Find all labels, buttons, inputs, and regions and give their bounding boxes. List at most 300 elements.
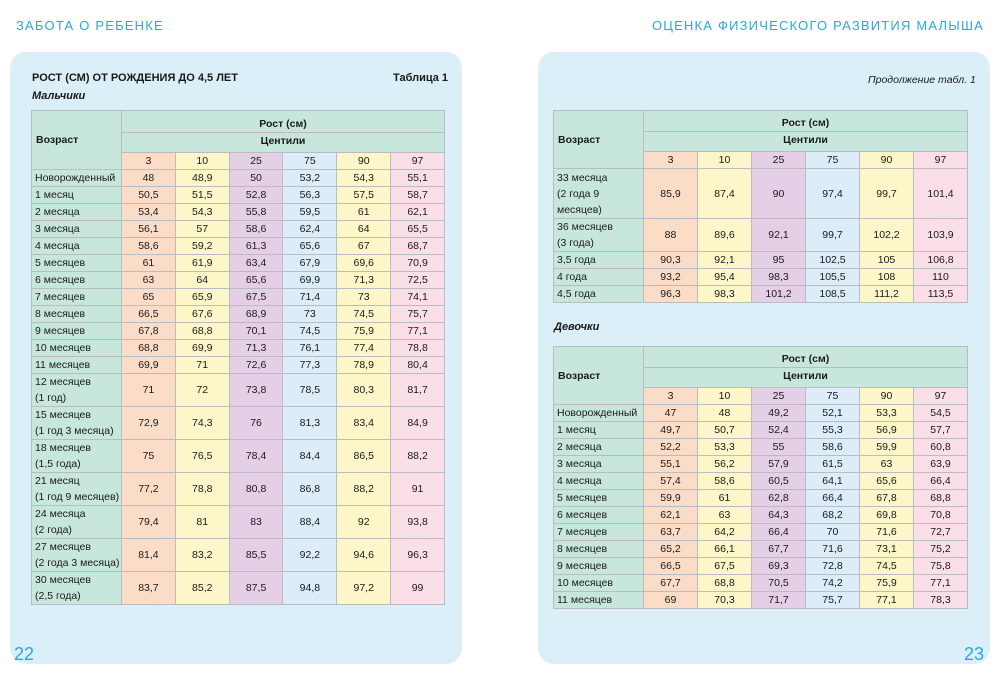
age-cell bbox=[554, 558, 644, 575]
table-row bbox=[554, 269, 968, 286]
centile-header-90: 90 bbox=[337, 153, 391, 170]
value-cell: 59,2 bbox=[175, 238, 229, 255]
value-cell: 59,9 bbox=[860, 439, 914, 456]
age-cell-line: (2 года 3 месяца) bbox=[35, 557, 120, 569]
value-cell: 77,4 bbox=[337, 340, 391, 357]
value-cell: 61,9 bbox=[175, 255, 229, 272]
value-cell: 55,1 bbox=[644, 456, 698, 473]
value-cell: 84,4 bbox=[283, 440, 337, 473]
value-cell: 105 bbox=[860, 252, 914, 269]
value-cell: 62,4 bbox=[283, 221, 337, 238]
age-cell-line: (1 год) bbox=[35, 392, 67, 404]
table-row bbox=[554, 541, 968, 558]
value-cell: 64 bbox=[175, 272, 229, 289]
value-cell: 69,3 bbox=[752, 558, 806, 575]
value-cell: 65,5 bbox=[391, 221, 445, 238]
value-cell: 105,5 bbox=[806, 269, 860, 286]
value-cell: 83 bbox=[229, 506, 283, 539]
age-cell-line: 3 месяца bbox=[35, 223, 80, 235]
value-cell: 65,6 bbox=[860, 473, 914, 490]
value-cell: 70,9 bbox=[391, 255, 445, 272]
value-cell: 90 bbox=[752, 169, 806, 219]
centile-header-10: 10 bbox=[698, 152, 752, 169]
value-cell: 84,9 bbox=[391, 407, 445, 440]
value-cell: 71 bbox=[175, 357, 229, 374]
value-cell: 95 bbox=[752, 252, 806, 269]
centile-header-90: 90 bbox=[860, 152, 914, 169]
table-row bbox=[32, 340, 445, 357]
value-cell: 91 bbox=[391, 473, 445, 506]
age-cell bbox=[32, 340, 122, 357]
value-cell: 85,9 bbox=[644, 169, 698, 219]
age-cell bbox=[554, 252, 644, 269]
value-cell: 67,5 bbox=[229, 289, 283, 306]
table-row bbox=[554, 575, 968, 592]
value-cell: 53,4 bbox=[122, 204, 176, 221]
table-row bbox=[32, 506, 445, 539]
value-cell: 52,4 bbox=[752, 422, 806, 439]
value-cell: 78,9 bbox=[337, 357, 391, 374]
value-cell: 75,8 bbox=[914, 558, 968, 575]
age-cell-line: 10 месяцев bbox=[35, 342, 91, 354]
centile-header-3: 3 bbox=[122, 153, 176, 170]
value-cell: 81,7 bbox=[391, 374, 445, 407]
value-cell: 47 bbox=[644, 405, 698, 422]
value-cell: 73 bbox=[337, 289, 391, 306]
value-cell: 72,6 bbox=[229, 357, 283, 374]
value-cell: 72,9 bbox=[122, 407, 176, 440]
value-cell: 78,8 bbox=[391, 340, 445, 357]
age-cell-line: (1 год 9 месяцев) bbox=[35, 491, 120, 503]
page-number-right: 23 bbox=[963, 644, 984, 664]
value-cell: 83,2 bbox=[175, 539, 229, 572]
value-cell: 63 bbox=[122, 272, 176, 289]
value-cell: 69,9 bbox=[122, 357, 176, 374]
value-cell: 66,4 bbox=[752, 524, 806, 541]
age-cell-line: 3,5 года bbox=[557, 254, 596, 266]
value-cell: 65,6 bbox=[229, 272, 283, 289]
age-cell-line: 4 месяца bbox=[557, 475, 602, 487]
age-cell-line: 30 месяцев bbox=[35, 574, 91, 586]
table-row bbox=[32, 357, 445, 374]
value-cell: 71 bbox=[122, 374, 176, 407]
value-cell: 72 bbox=[175, 374, 229, 407]
value-cell: 97,2 bbox=[337, 572, 391, 605]
age-header: Возраст bbox=[554, 347, 644, 405]
centile-header-10: 10 bbox=[698, 388, 752, 405]
value-cell: 63,4 bbox=[229, 255, 283, 272]
value-cell: 59,5 bbox=[283, 204, 337, 221]
value-cell: 60,8 bbox=[914, 439, 968, 456]
value-cell: 75,9 bbox=[860, 575, 914, 592]
value-cell: 57,4 bbox=[644, 473, 698, 490]
table-row bbox=[554, 524, 968, 541]
age-cell-line: 36 месяцев bbox=[557, 221, 613, 233]
age-cell-line: 21 месяц bbox=[35, 475, 80, 487]
table-row bbox=[554, 473, 968, 490]
age-cell bbox=[554, 507, 644, 524]
value-cell: 99,7 bbox=[860, 169, 914, 219]
value-cell: 63,9 bbox=[914, 456, 968, 473]
age-cell bbox=[32, 255, 122, 272]
value-cell: 67,9 bbox=[283, 255, 337, 272]
value-cell: 64,1 bbox=[806, 473, 860, 490]
value-cell: 68,8 bbox=[175, 323, 229, 340]
value-cell: 75,7 bbox=[391, 306, 445, 323]
value-cell: 61 bbox=[698, 490, 752, 507]
age-cell bbox=[554, 269, 644, 286]
centile-header-75: 75 bbox=[806, 388, 860, 405]
value-cell: 55,8 bbox=[229, 204, 283, 221]
age-cell-line: 8 месяцев bbox=[35, 308, 86, 320]
value-cell: 78,8 bbox=[175, 473, 229, 506]
value-cell: 55,1 bbox=[391, 170, 445, 187]
age-cell bbox=[32, 374, 122, 407]
value-cell: 88 bbox=[644, 219, 698, 252]
value-cell: 76 bbox=[229, 407, 283, 440]
table-row bbox=[32, 407, 445, 440]
table-row bbox=[554, 507, 968, 524]
value-cell: 79,4 bbox=[122, 506, 176, 539]
value-cell: 78,4 bbox=[229, 440, 283, 473]
value-cell: 108,5 bbox=[806, 286, 860, 303]
value-cell: 49,2 bbox=[752, 405, 806, 422]
age-cell bbox=[32, 289, 122, 306]
value-cell: 77,2 bbox=[122, 473, 176, 506]
value-cell: 93,2 bbox=[644, 269, 698, 286]
value-cell: 61,5 bbox=[806, 456, 860, 473]
value-cell: 70,1 bbox=[229, 323, 283, 340]
value-cell: 66,4 bbox=[806, 490, 860, 507]
girls-height-table bbox=[553, 346, 968, 609]
value-cell: 57 bbox=[175, 221, 229, 238]
value-cell: 75 bbox=[122, 440, 176, 473]
table-row bbox=[32, 221, 445, 238]
age-cell-line: (1,5 года) bbox=[35, 458, 81, 470]
value-cell: 65 bbox=[122, 289, 176, 306]
age-cell bbox=[554, 541, 644, 558]
value-cell: 52,8 bbox=[229, 187, 283, 204]
value-cell: 98,3 bbox=[698, 286, 752, 303]
value-cell: 78,3 bbox=[914, 592, 968, 609]
value-cell: 71,6 bbox=[860, 524, 914, 541]
value-cell: 56,3 bbox=[283, 187, 337, 204]
girls-label: Девочки bbox=[554, 321, 600, 333]
value-cell: 60,5 bbox=[752, 473, 806, 490]
value-cell: 54,3 bbox=[175, 204, 229, 221]
value-cell: 85,5 bbox=[229, 539, 283, 572]
value-cell: 70,8 bbox=[914, 507, 968, 524]
value-cell: 88,4 bbox=[283, 506, 337, 539]
value-cell: 81,3 bbox=[283, 407, 337, 440]
value-cell: 83,4 bbox=[337, 407, 391, 440]
value-cell: 70 bbox=[806, 524, 860, 541]
value-cell: 71,7 bbox=[752, 592, 806, 609]
value-cell: 88,2 bbox=[337, 473, 391, 506]
age-cell-line: 1 месяц bbox=[557, 424, 596, 436]
table-row bbox=[554, 219, 968, 252]
value-cell: 56,2 bbox=[698, 456, 752, 473]
value-cell: 74,3 bbox=[175, 407, 229, 440]
centile-header-25: 25 bbox=[752, 152, 806, 169]
value-cell: 58,6 bbox=[698, 473, 752, 490]
centiles-header: Центили bbox=[644, 132, 968, 152]
value-cell: 90,3 bbox=[644, 252, 698, 269]
age-cell bbox=[32, 204, 122, 221]
table-row bbox=[32, 323, 445, 340]
value-cell: 71,4 bbox=[283, 289, 337, 306]
value-cell: 77,1 bbox=[860, 592, 914, 609]
age-cell bbox=[32, 272, 122, 289]
value-cell: 80,8 bbox=[229, 473, 283, 506]
value-cell: 68,8 bbox=[914, 490, 968, 507]
value-cell: 70,3 bbox=[698, 592, 752, 609]
table-row bbox=[32, 204, 445, 221]
value-cell: 68,8 bbox=[122, 340, 176, 357]
age-cell bbox=[554, 439, 644, 456]
age-cell bbox=[32, 170, 122, 187]
value-cell: 92 bbox=[337, 506, 391, 539]
value-cell: 59,9 bbox=[644, 490, 698, 507]
value-cell: 48 bbox=[698, 405, 752, 422]
value-cell: 67,5 bbox=[698, 558, 752, 575]
age-cell-line: (1 год 3 месяца) bbox=[35, 425, 114, 437]
age-cell-line: Новорожденный bbox=[557, 407, 638, 419]
value-cell: 94,6 bbox=[337, 539, 391, 572]
value-cell: 68,8 bbox=[698, 575, 752, 592]
value-cell: 49,7 bbox=[644, 422, 698, 439]
age-cell bbox=[32, 440, 122, 473]
value-cell: 76,5 bbox=[175, 440, 229, 473]
value-cell: 86,8 bbox=[283, 473, 337, 506]
centile-header-97: 97 bbox=[391, 153, 445, 170]
value-cell: 57,7 bbox=[914, 422, 968, 439]
value-cell: 56,1 bbox=[122, 221, 176, 238]
value-cell: 68,9 bbox=[229, 306, 283, 323]
age-cell bbox=[554, 422, 644, 439]
age-cell-line: 2 месяца bbox=[35, 206, 80, 218]
value-cell: 72,8 bbox=[806, 558, 860, 575]
age-cell-line: месяцев) bbox=[557, 203, 602, 216]
centiles-header: Центили bbox=[122, 133, 445, 153]
value-cell: 74,2 bbox=[806, 575, 860, 592]
age-cell bbox=[554, 575, 644, 592]
value-cell: 69,9 bbox=[283, 272, 337, 289]
age-cell-line: 3 месяца bbox=[557, 458, 602, 470]
age-cell bbox=[554, 524, 644, 541]
value-cell: 101,4 bbox=[914, 169, 968, 219]
value-cell: 54,5 bbox=[914, 405, 968, 422]
value-cell: 110 bbox=[914, 269, 968, 286]
value-cell: 73 bbox=[283, 306, 337, 323]
age-cell-line: 11 месяцев bbox=[35, 359, 91, 371]
value-cell: 66,5 bbox=[122, 306, 176, 323]
age-cell-line: (2,5 года) bbox=[35, 590, 81, 602]
value-cell: 81 bbox=[175, 506, 229, 539]
centile-header-97: 97 bbox=[914, 152, 968, 169]
value-cell: 57,9 bbox=[752, 456, 806, 473]
value-cell: 66,4 bbox=[914, 473, 968, 490]
value-cell: 62,8 bbox=[752, 490, 806, 507]
value-cell: 74,5 bbox=[337, 306, 391, 323]
height-header: Рост (см) bbox=[644, 347, 968, 368]
value-cell: 67,6 bbox=[175, 306, 229, 323]
value-cell: 58,7 bbox=[391, 187, 445, 204]
value-cell: 94,8 bbox=[283, 572, 337, 605]
centile-header-75: 75 bbox=[806, 152, 860, 169]
age-cell bbox=[554, 473, 644, 490]
value-cell: 111,2 bbox=[860, 286, 914, 303]
height-header: Рост (см) bbox=[644, 111, 968, 132]
value-cell: 53,3 bbox=[860, 405, 914, 422]
age-cell bbox=[32, 407, 122, 440]
table-row bbox=[32, 255, 445, 272]
age-cell bbox=[554, 219, 644, 252]
value-cell: 64,3 bbox=[752, 507, 806, 524]
value-cell: 68,2 bbox=[806, 507, 860, 524]
value-cell: 85,2 bbox=[175, 572, 229, 605]
table-row bbox=[554, 252, 968, 269]
value-cell: 67,8 bbox=[122, 323, 176, 340]
table-row bbox=[554, 405, 968, 422]
age-cell-line: 4 года bbox=[557, 271, 587, 283]
value-cell: 66,1 bbox=[698, 541, 752, 558]
age-cell-line: 18 месяцев bbox=[35, 442, 91, 454]
age-header: Возраст bbox=[32, 111, 122, 170]
page-number-left: 22 bbox=[14, 644, 35, 664]
value-cell: 61,3 bbox=[229, 238, 283, 255]
table-row bbox=[554, 456, 968, 473]
table-row bbox=[32, 440, 445, 473]
value-cell: 88,2 bbox=[391, 440, 445, 473]
value-cell: 48,9 bbox=[175, 170, 229, 187]
age-cell-line: 15 месяцев bbox=[35, 409, 91, 421]
value-cell: 106,8 bbox=[914, 252, 968, 269]
value-cell: 69,8 bbox=[860, 507, 914, 524]
value-cell: 74,5 bbox=[283, 323, 337, 340]
centile-header-90: 90 bbox=[860, 388, 914, 405]
value-cell: 53,3 bbox=[698, 439, 752, 456]
age-cell-line: 12 месяцев bbox=[35, 376, 91, 388]
age-cell-line: 6 месяцев bbox=[35, 274, 86, 286]
value-cell: 73,1 bbox=[860, 541, 914, 558]
value-cell: 87,4 bbox=[698, 169, 752, 219]
value-cell: 99 bbox=[391, 572, 445, 605]
value-cell: 70,5 bbox=[752, 575, 806, 592]
value-cell: 63 bbox=[698, 507, 752, 524]
running-head-right: ОЦЕНКА ФИЗИЧЕСКОГО РАЗВИТИЯ МАЛЫША bbox=[651, 18, 984, 33]
table-row bbox=[554, 439, 968, 456]
value-cell: 58,6 bbox=[122, 238, 176, 255]
value-cell: 50 bbox=[229, 170, 283, 187]
value-cell: 67,7 bbox=[752, 541, 806, 558]
boys-label: Мальчики bbox=[32, 90, 86, 102]
value-cell: 75,2 bbox=[914, 541, 968, 558]
value-cell: 65,6 bbox=[283, 238, 337, 255]
centile-header-25: 25 bbox=[752, 388, 806, 405]
value-cell: 63 bbox=[860, 456, 914, 473]
value-cell: 87,5 bbox=[229, 572, 283, 605]
age-cell-line: 5 месяцев bbox=[557, 492, 608, 504]
age-cell-line: 10 месяцев bbox=[557, 577, 613, 589]
age-cell-line: 1 месяц bbox=[35, 189, 74, 201]
table-row bbox=[32, 306, 445, 323]
centile-header-97: 97 bbox=[914, 388, 968, 405]
age-cell-line: 4,5 года bbox=[557, 288, 596, 300]
value-cell: 51,5 bbox=[175, 187, 229, 204]
value-cell: 61 bbox=[122, 255, 176, 272]
table-continuation-label: Продолжение табл. 1 bbox=[868, 74, 976, 86]
table-label: Таблица 1 bbox=[393, 72, 449, 84]
age-cell-line: 5 месяцев bbox=[35, 257, 86, 269]
age-cell-line: 6 месяцев bbox=[557, 509, 608, 521]
table-row bbox=[554, 169, 968, 219]
age-cell-line: 8 месяцев bbox=[557, 543, 608, 555]
value-cell: 64,2 bbox=[698, 524, 752, 541]
age-cell bbox=[554, 490, 644, 507]
table-row bbox=[554, 490, 968, 507]
height-header: Рост (см) bbox=[122, 111, 445, 133]
table-row bbox=[32, 238, 445, 255]
value-cell: 58,6 bbox=[229, 221, 283, 238]
value-cell: 113,5 bbox=[914, 286, 968, 303]
table-row bbox=[32, 289, 445, 306]
age-cell bbox=[32, 306, 122, 323]
value-cell: 53,2 bbox=[283, 170, 337, 187]
age-cell bbox=[554, 456, 644, 473]
value-cell: 75,7 bbox=[806, 592, 860, 609]
value-cell: 71,3 bbox=[229, 340, 283, 357]
value-cell: 48 bbox=[122, 170, 176, 187]
value-cell: 55 bbox=[752, 439, 806, 456]
age-cell-line: 11 месяцев bbox=[557, 594, 613, 606]
value-cell: 68,7 bbox=[391, 238, 445, 255]
age-cell bbox=[32, 506, 122, 539]
value-cell: 80,4 bbox=[391, 357, 445, 374]
value-cell: 65,2 bbox=[644, 541, 698, 558]
value-cell: 52,2 bbox=[644, 439, 698, 456]
value-cell: 77,3 bbox=[283, 357, 337, 374]
value-cell: 67 bbox=[337, 238, 391, 255]
age-cell bbox=[32, 572, 122, 605]
age-cell bbox=[32, 323, 122, 340]
value-cell: 66,5 bbox=[644, 558, 698, 575]
age-cell-line: 7 месяцев bbox=[557, 526, 608, 538]
value-cell: 103,9 bbox=[914, 219, 968, 252]
value-cell: 62,1 bbox=[391, 204, 445, 221]
age-cell bbox=[32, 221, 122, 238]
age-cell-line: 24 месяца bbox=[35, 508, 86, 520]
age-cell-line: (2 года 9 bbox=[557, 187, 600, 200]
age-cell-line: 4 месяца bbox=[35, 240, 80, 252]
table-row bbox=[32, 170, 445, 187]
value-cell: 92,2 bbox=[283, 539, 337, 572]
age-cell bbox=[554, 286, 644, 303]
age-header: Возраст bbox=[554, 111, 644, 169]
age-cell-line: (3 года) bbox=[557, 237, 594, 249]
value-cell: 96,3 bbox=[391, 539, 445, 572]
age-cell-line: (2 года) bbox=[35, 524, 72, 536]
value-cell: 54,3 bbox=[337, 170, 391, 187]
value-cell: 102,5 bbox=[806, 252, 860, 269]
value-cell: 74,5 bbox=[860, 558, 914, 575]
age-cell-line: 33 месяца bbox=[557, 171, 608, 184]
value-cell: 89,6 bbox=[698, 219, 752, 252]
value-cell: 61 bbox=[337, 204, 391, 221]
age-cell-line: 7 месяцев bbox=[35, 291, 86, 303]
age-cell-line: 9 месяцев bbox=[35, 325, 86, 337]
boys-height-table bbox=[31, 110, 445, 605]
